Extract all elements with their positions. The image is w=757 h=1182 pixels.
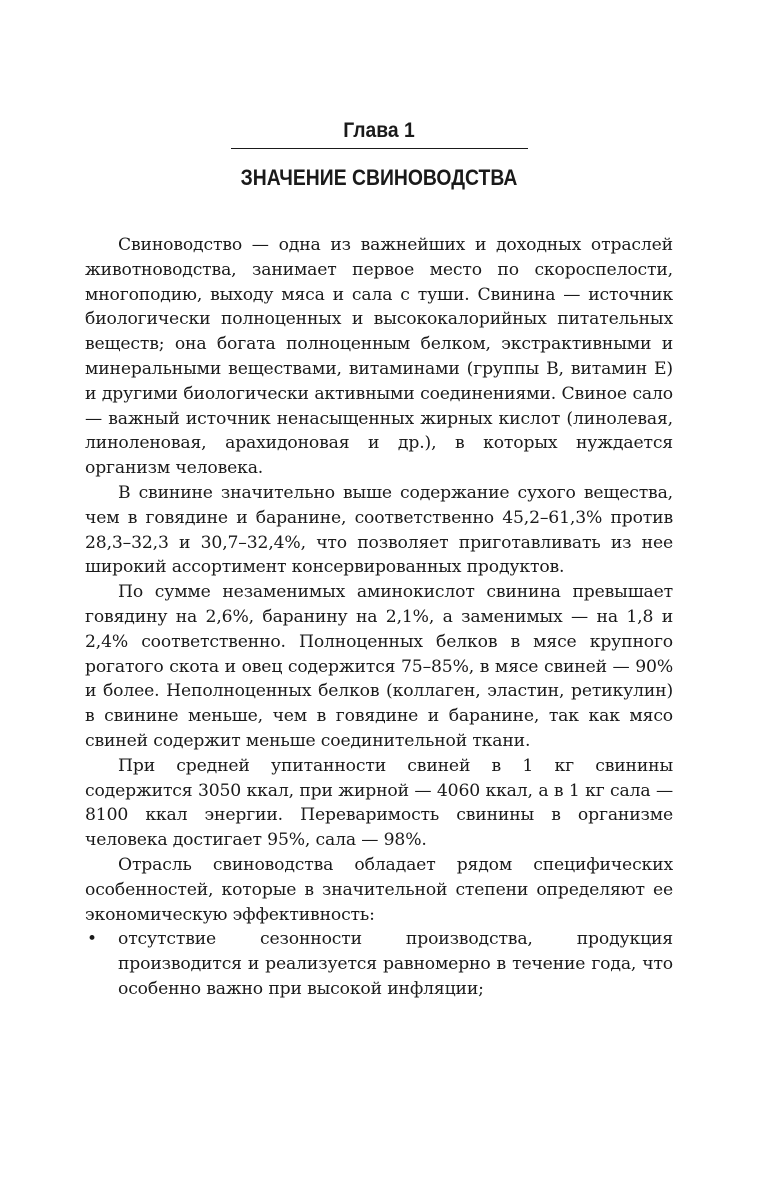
- body-text: [85, 233, 673, 1002]
- paragraph: Отрасль свиноводства обладает рядом специфических особенностей, которые в значительной степени определяют ее экономическую эффективность:: [85, 854, 673, 925]
- chapter-label: Глава 1: [343, 119, 415, 142]
- paragraph: При средней упитанности свиней в 1 кг свинины содержится 3050 ккал, при жирной — 4060 ккал, а в 1 кг сала — 8100 ккал энергии. Переваримость свинины в организме человека достигает 95%, сала — 98%.: [85, 755, 673, 851]
- list-item-text: отсутствие сезонности производства, продукция производится и реализуется равномерно в течение года, что особенно важно при высокой инфляции;: [118, 929, 673, 999]
- paragraph: По сумме незаменимых аминокислот свинина превышает говядину на 2,6%, баранину на 2,1%, а заменимых — на 1,8 и 2,4% соответственно. Полноценных белков в мясе крупного рогатого скота и овец содержится 75–85%, в мясе свиней — 90% и более. Неполноценных белков (коллаген, эластин, ретикулин) в свинине меньше, чем в говядине и баранине, так как мясо свиней содержит меньше соединительной ткани.: [85, 582, 673, 751]
- bullet-list: [85, 927, 673, 1001]
- chapter-title: ЗНАЧЕНИЕ СВИНОВОДСТВА: [240, 165, 518, 190]
- list-item: [85, 927, 673, 1001]
- chapter-rule: [231, 148, 528, 149]
- paragraph: В свинине значительно выше содержание сухого вещества, чем в говядине и баранине, соответственно 45,2–61,3% против 28,3–32,3 и 30,7–32,4%, что позволяет приготавливать из нее широкий ассортимент консервированных продуктов.: [85, 482, 673, 578]
- bullet-icon: •: [87, 929, 97, 950]
- paragraph: Свиноводство — одна из важнейших и доходных отраслей животноводства, занимает первое место по скороспелости, многоподию, выходу мяса и сала с туши. Свинина — источник биологически полноценных и высококалорийных питательных веществ; она богата полноценным белком, экстрактивными и минеральными веществами, витаминами (группы В, витамин Е) и другими биологически активными соединениями. Свиное сало — важный источник ненасыщенных жирных кислот (линолевая, линоленовая, арахидоновая и др.), в которых нуждается организм человека.: [85, 235, 673, 479]
